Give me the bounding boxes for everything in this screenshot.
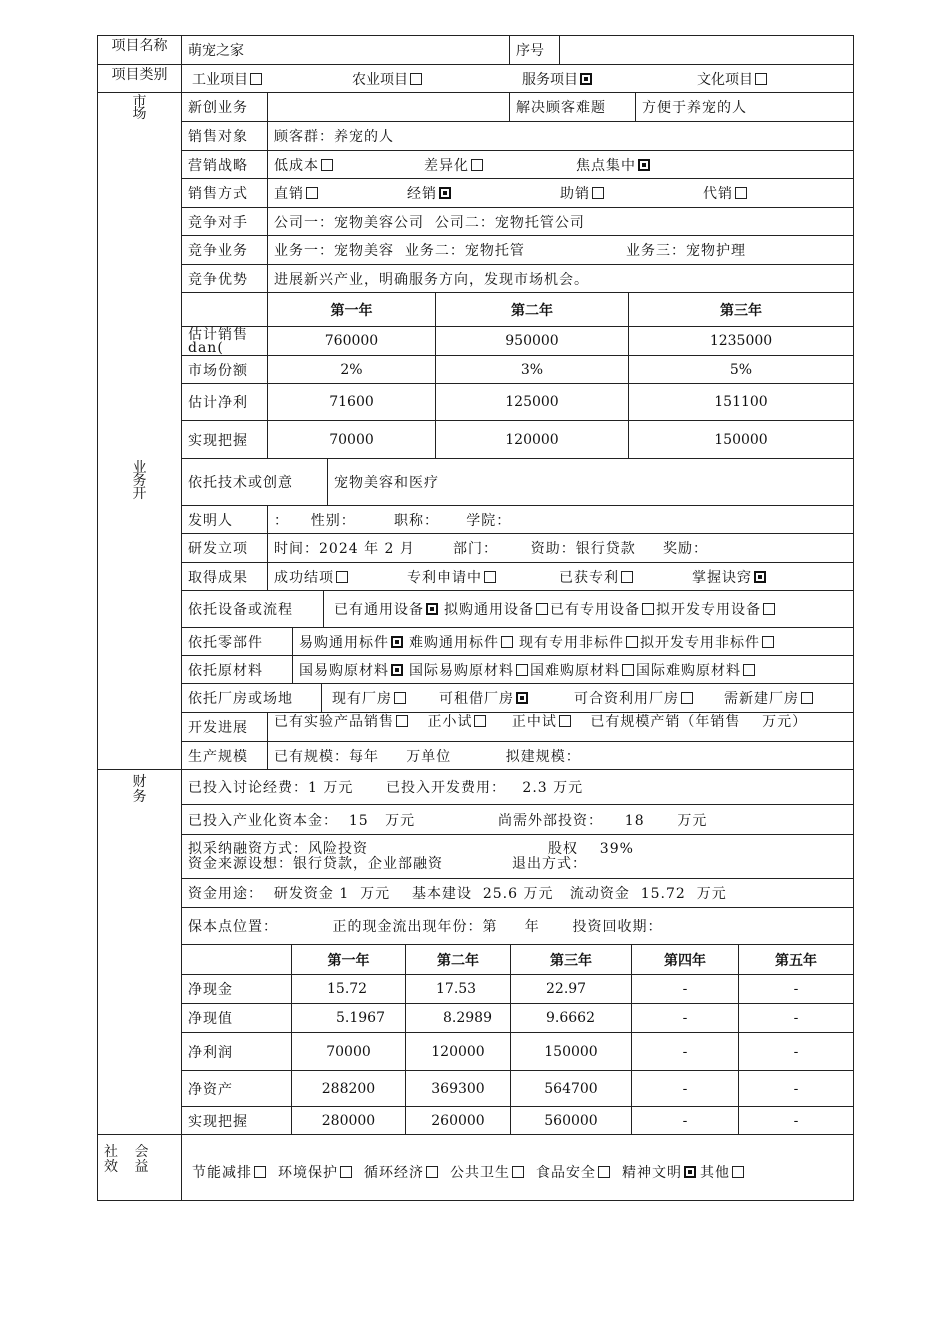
checkbox-low-cost[interactable] <box>321 159 333 171</box>
checkbox-agriculture[interactable] <box>410 73 422 85</box>
fin-row-1: 已投入讨论经费：1 万元 已投入开发费用： 2.3 万元 <box>188 780 584 796</box>
checkbox-equip-2[interactable] <box>536 603 548 615</box>
checkbox-site-4[interactable] <box>801 692 813 704</box>
checkbox-patent-pending[interactable] <box>484 571 496 583</box>
equip-option[interactable]: 已有专用设备 <box>550 599 656 619</box>
results-options <box>268 563 853 590</box>
scale-value: 已有规模：每年 万单位 拟建规模： <box>274 748 581 765</box>
row-equipment <box>182 591 853 628</box>
sales-target-value: 顾客群：养宠的人 <box>274 129 394 145</box>
fin-row-4: 资金用途： 研发资金 1 万元 基本建设 25.6 万元 流动资金 15.72 万元 <box>188 886 727 902</box>
checkbox-social-3[interactable] <box>426 1166 438 1178</box>
advantage-value: 进展新兴产业，明确服务方向，发现市场机会。 <box>274 271 589 288</box>
fin-year-2: 第二年 <box>406 945 511 974</box>
row-strategy <box>182 151 853 179</box>
materials-options <box>293 656 853 683</box>
market-cell: 950000 <box>436 327 629 355</box>
category-label: 项目类别 <box>98 65 182 92</box>
dev-section-label: 业务开 <box>98 459 182 770</box>
parts-option[interactable]: 易购通用标件 <box>299 632 405 652</box>
strategy-option[interactable]: 差异化 <box>424 155 576 175</box>
row-fin-2 <box>182 805 853 835</box>
fin-table-row <box>182 1071 853 1107</box>
result-option[interactable]: 已获专利 <box>559 567 692 587</box>
row-materials <box>182 656 853 684</box>
fin-cell: 260000 <box>406 1107 511 1134</box>
social-label: 社 会 效 益 <box>98 1135 182 1200</box>
sales-target-label: 销售对象 <box>182 122 268 150</box>
parts-option[interactable]: 现有专用非标件 <box>519 632 640 652</box>
checkbox-parts-4[interactable] <box>762 636 774 648</box>
checkbox-social-1[interactable] <box>254 1166 266 1178</box>
solve-problem-label: 解决顾客难题 <box>510 93 636 121</box>
checkbox-completed[interactable] <box>336 571 348 583</box>
checkbox-industry[interactable] <box>250 73 262 85</box>
sales-method-option[interactable]: 助销 <box>560 183 703 203</box>
progress-tail: 已有规模产销（年销售 万元） <box>590 714 808 730</box>
checkbox-focus[interactable] <box>638 159 650 171</box>
row-project-name <box>98 36 853 65</box>
checkbox-progress-2[interactable] <box>474 715 486 727</box>
row-results <box>182 563 853 591</box>
market-year-2: 第二年 <box>436 293 629 326</box>
fin-cell: - <box>632 1071 739 1106</box>
market-cell: 70000 <box>268 421 436 458</box>
market-row-label: 市场份额 <box>182 356 268 383</box>
market-row <box>182 384 853 421</box>
checkbox-material-3[interactable] <box>622 664 634 676</box>
row-rd <box>182 534 853 563</box>
fin-cell: 22.97 <box>511 975 632 1003</box>
market-cell: 151100 <box>714 394 768 410</box>
site-option[interactable]: 需新建厂房 <box>724 688 815 708</box>
checkbox-social-7[interactable] <box>732 1166 744 1178</box>
parts-option[interactable]: 拟开发专用非标件 <box>640 632 776 652</box>
category-options <box>182 65 853 92</box>
row-category <box>98 65 853 93</box>
row-fin-3 <box>182 835 853 879</box>
checkbox-site-2[interactable] <box>516 692 528 704</box>
row-social <box>98 1135 853 1200</box>
category-option[interactable]: 服务项目 <box>522 69 697 89</box>
fin-cell: - <box>793 1080 799 1097</box>
market-row-label: 估计净利 <box>182 384 268 420</box>
project-name-value: 萌宠之家 <box>182 36 510 64</box>
fin-row-2: 已投入产业化资本金： 15 万元 尚需外部投资： 18 万元 <box>188 812 708 829</box>
checkbox-site-3[interactable] <box>681 692 693 704</box>
fin-row-label: 实现把握 <box>182 1107 292 1134</box>
progress-options <box>268 713 853 741</box>
market-cell: 3% <box>436 356 629 383</box>
fin-table-row <box>182 1033 853 1071</box>
fin-year-4: 第四年 <box>632 945 739 974</box>
fin-cell: 17.53 <box>406 975 511 1003</box>
checkbox-social-6[interactable] <box>684 1166 696 1178</box>
parts-label: 依托零部件 <box>182 628 293 655</box>
fin-cell: 9.6662 <box>511 1004 632 1032</box>
market-cell: 150000 <box>714 431 768 448</box>
rd-value: 时间：2024 年 2 月 部门： 资助：银行贷款 奖励： <box>274 541 708 557</box>
inventor-value: ： 性别： 职称： 学院： <box>274 512 512 529</box>
fin-year-1: 第一年 <box>292 945 406 974</box>
market-row-label: 实现把握 <box>182 421 268 458</box>
project-form <box>97 35 854 1201</box>
checkbox-direct[interactable] <box>306 187 318 199</box>
checkbox-differentiation[interactable] <box>471 159 483 171</box>
checkbox-equip-4[interactable] <box>763 603 775 615</box>
row-fin-5 <box>182 908 853 945</box>
fin-cell: - <box>793 1010 799 1026</box>
materials-label: 依托原材料 <box>182 656 293 683</box>
fin-cell: 120000 <box>406 1033 511 1070</box>
checkbox-parts-3[interactable] <box>626 636 638 648</box>
fin-cell: - <box>793 981 799 997</box>
market-row <box>182 356 853 384</box>
checkbox-material-2[interactable] <box>516 664 528 676</box>
competitor-value: 公司一：宠物美容公司 公司二：宠物托管公司 <box>274 214 585 231</box>
checkbox-material-4[interactable] <box>743 664 755 676</box>
fin-cell: - <box>793 1043 799 1060</box>
material-option[interactable]: 国易购原材料 <box>299 660 405 680</box>
new-business-label: 新创业务 <box>182 93 268 121</box>
checkbox-equip-1[interactable] <box>426 603 438 615</box>
material-option[interactable]: 国难购原材料 <box>530 660 636 680</box>
market-cell: 1235000 <box>709 333 773 349</box>
category-option[interactable]: 农业项目 <box>352 69 522 89</box>
fin-cell: - <box>632 1107 739 1134</box>
market-section-label: 市场 <box>98 93 182 497</box>
progress-label: 开发进展 <box>182 713 268 741</box>
fin-year-5: 第五年 <box>775 952 817 969</box>
result-option[interactable]: 专利申请中 <box>407 567 559 587</box>
results-label: 取得成果 <box>182 563 268 590</box>
fin-row-label: 净资产 <box>182 1071 292 1106</box>
checkbox-material-1[interactable] <box>391 664 403 676</box>
fin-row-5: 保本点位置： 正的现金流出现年份：第 年 投资回收期： <box>188 919 663 935</box>
parts-option[interactable]: 难购通用标件 <box>409 632 515 652</box>
site-label: 依托厂房或场地 <box>182 684 322 712</box>
fin-row-label: 净现值 <box>182 1004 292 1032</box>
checkbox-parts-2[interactable] <box>501 636 513 648</box>
equip-option[interactable]: 拟购通用设备 <box>444 599 550 619</box>
checkbox-equip-3[interactable] <box>642 603 654 615</box>
sales-method-option[interactable]: 直销 <box>274 183 407 203</box>
checkbox-patented[interactable] <box>621 571 633 583</box>
market-cell: 120000 <box>436 421 629 458</box>
site-option[interactable]: 现有厂房 <box>332 688 439 708</box>
row-sales-method <box>182 179 853 208</box>
row-new-business <box>182 93 853 122</box>
seq-label: 序号 <box>510 36 560 64</box>
finance-section-label: 财务 <box>98 770 182 1135</box>
strategy-label: 营销战略 <box>182 151 268 178</box>
market-row <box>182 421 853 459</box>
competitor-label: 竞争对手 <box>182 208 268 235</box>
fin-cell: 288200 <box>292 1071 406 1106</box>
social-option[interactable]: 循环经济 <box>364 1162 440 1182</box>
fin-cell: 15.72 <box>292 975 406 1003</box>
market-years-header <box>182 293 853 327</box>
market-cell: 5% <box>729 361 753 378</box>
social-option[interactable]: 食品安全 <box>536 1162 612 1182</box>
row-fin-4 <box>182 879 853 908</box>
social-option[interactable]: 环境保护 <box>278 1162 354 1182</box>
checkbox-social-5[interactable] <box>598 1166 610 1178</box>
seq-value <box>560 36 853 64</box>
checkbox-distribution[interactable] <box>439 187 451 199</box>
row-advantage <box>182 265 853 293</box>
social-option[interactable]: 节能减排 <box>192 1162 268 1182</box>
row-parts <box>182 628 853 656</box>
material-option[interactable]: 国际易购原材料 <box>409 660 530 680</box>
parts-options <box>293 628 853 655</box>
sales-method-label: 销售方式 <box>182 179 268 207</box>
solve-problem-value: 方便于养宠的人 <box>642 100 747 116</box>
inventor-label: 发明人 <box>182 506 268 533</box>
category-option[interactable]: 文化项目 <box>697 69 769 89</box>
fin-cell: 5.1967 <box>292 1004 406 1032</box>
checkbox-progress-1[interactable] <box>396 715 408 727</box>
fin-years-header <box>182 945 853 975</box>
row-comp-business <box>182 236 853 265</box>
checkbox-know-how[interactable] <box>754 571 766 583</box>
fin-cell: 560000 <box>511 1107 632 1134</box>
sales-method-option[interactable]: 代销 <box>703 183 749 203</box>
checkbox-social-4[interactable] <box>512 1166 524 1178</box>
fin-cell: 564700 <box>511 1071 632 1106</box>
market-cell: 125000 <box>436 384 629 420</box>
sales-method-option[interactable]: 经销 <box>407 183 560 203</box>
scale-label: 生产规模 <box>182 742 268 769</box>
row-tech <box>182 459 853 506</box>
comp-business-label: 竞争业务 <box>182 236 268 264</box>
checkbox-service[interactable] <box>580 73 592 85</box>
new-business-value <box>268 93 510 121</box>
checkbox-social-2[interactable] <box>340 1166 352 1178</box>
comp-business-value: 业务一：宠物美容 业务二：宠物托管 业务三：宠物护理 <box>274 243 746 259</box>
result-option[interactable]: 掌握诀窍 <box>692 567 768 587</box>
row-competitor <box>182 208 853 236</box>
fin-row-label: 净利润 <box>182 1033 292 1070</box>
progress-option[interactable]: 正中试 <box>512 714 573 730</box>
market-cell: 71600 <box>268 384 436 420</box>
market-year-1: 第一年 <box>268 293 436 326</box>
fin-cell: - <box>632 1033 739 1070</box>
tech-label: 依托技术或创意 <box>182 459 328 505</box>
strategy-option[interactable]: 低成本 <box>274 155 424 175</box>
row-sales-target <box>182 122 853 151</box>
fin-table-row <box>182 1107 853 1135</box>
equip-option[interactable]: 拟开发专用设备 <box>656 599 777 619</box>
strategy-options <box>268 151 853 178</box>
fin-cell: - <box>793 1112 799 1129</box>
market-cell: 760000 <box>268 327 436 355</box>
market-row-label: 估计销售dan( <box>182 327 268 355</box>
row-progress <box>182 713 853 742</box>
progress-option[interactable]: 已有实验产品销售 <box>274 714 410 730</box>
market-row <box>182 327 853 356</box>
strategy-option[interactable]: 焦点集中 <box>576 155 652 175</box>
market-year-3: 第三年 <box>720 302 762 319</box>
site-option[interactable]: 可租借厂房 <box>439 688 574 708</box>
market-cell: 2% <box>268 356 436 383</box>
checkbox-culture[interactable] <box>755 73 767 85</box>
fin-cell: 369300 <box>406 1071 511 1106</box>
social-option[interactable]: 精神文明 <box>622 1162 698 1182</box>
social-options <box>182 1135 853 1200</box>
fin-cell: 150000 <box>511 1033 632 1070</box>
fin-table-row <box>182 1004 853 1033</box>
category-option[interactable]: 工业项目 <box>192 69 352 89</box>
row-site <box>182 684 853 713</box>
project-name-label: 项目名称 <box>98 36 182 64</box>
social-option[interactable]: 公共卫生 <box>450 1162 526 1182</box>
checkbox-assist[interactable] <box>592 187 604 199</box>
site-options <box>322 684 853 712</box>
checkbox-parts-1[interactable] <box>391 636 403 648</box>
tech-value: 宠物美容和医疗 <box>334 475 439 491</box>
checkbox-agency[interactable] <box>735 187 747 199</box>
fin-cell: 280000 <box>292 1107 406 1134</box>
row-fin-1 <box>182 770 853 805</box>
material-option[interactable]: 国际难购原材料 <box>636 660 757 680</box>
sales-method-options <box>268 179 853 207</box>
fin-table-row <box>182 975 853 1004</box>
fin-cell: - <box>632 975 739 1003</box>
fin-cell: 70000 <box>292 1033 406 1070</box>
equipment-options <box>324 591 853 627</box>
site-option[interactable]: 可合资利用厂房 <box>574 688 724 708</box>
fin-cell: - <box>632 1004 739 1032</box>
fin-row-3: 拟采纳融资方式：风险投资 股权 39% 资金来源设想：银行贷款，企业部融资 退出方式： <box>188 840 634 872</box>
advantage-label: 竞争优势 <box>182 265 268 292</box>
equipment-label: 依托设备或流程 <box>182 591 324 627</box>
market-header-blank <box>182 293 268 326</box>
fin-year-3: 第三年 <box>511 945 632 974</box>
fin-header-blank <box>182 945 292 974</box>
result-option[interactable]: 成功结项 <box>274 567 407 587</box>
checkbox-site-1[interactable] <box>394 692 406 704</box>
row-inventor <box>182 506 853 534</box>
fin-cell: 8.2989 <box>406 1004 511 1032</box>
fin-row-label: 净现金 <box>182 975 292 1003</box>
row-scale <box>182 742 853 770</box>
equip-option[interactable]: 已有通用设备 <box>334 599 440 619</box>
checkbox-progress-3[interactable] <box>559 715 571 727</box>
progress-option[interactable]: 正小试 <box>427 714 488 730</box>
rd-label: 研发立项 <box>182 534 268 562</box>
social-option[interactable]: 其他 <box>700 1162 746 1182</box>
